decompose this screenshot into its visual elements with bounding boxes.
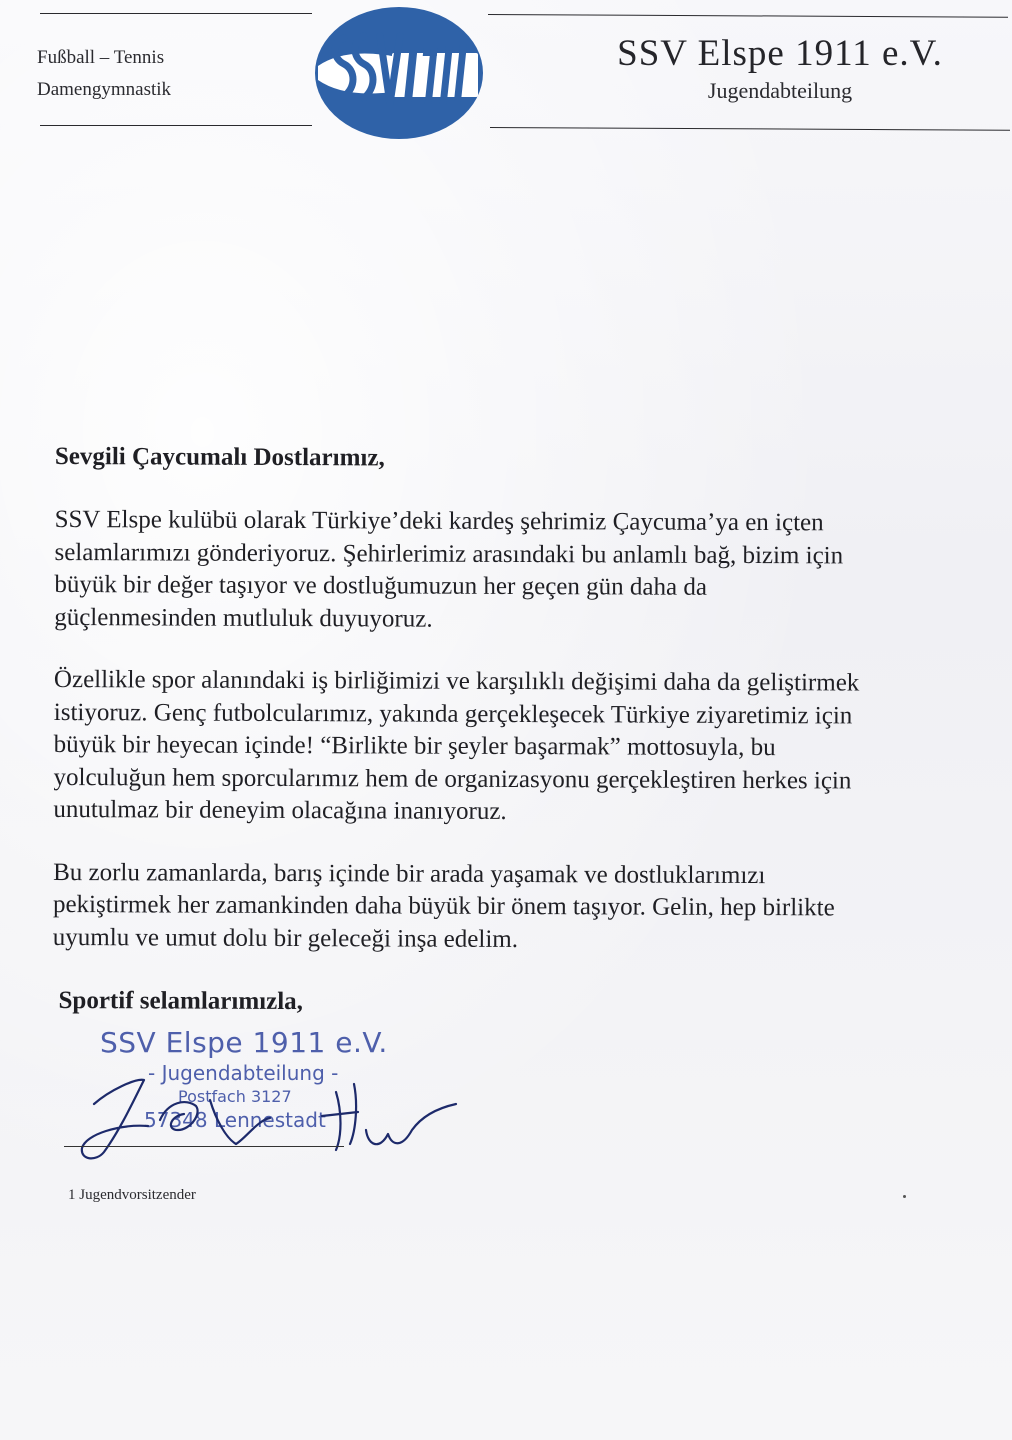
paragraph-1: SSV Elspe kulübü olarak Türkiye’deki kardeş şehrimiz Çaycuma’ya en içten selamlarımızı gönderiyoruz. Şehirlerimiz arasındaki bu anlamlı bağ, bizim için büyük bir değer taşıyor ve dostluğumuzun her geçen gün daha da güçlenmesinden mutluluk duyuyoruz. <box>54 505 844 633</box>
paper-speck <box>903 1195 906 1198</box>
handwritten-signature <box>60 1060 480 1170</box>
signer-title: 1 Jugendvorsitzender <box>68 1187 196 1203</box>
letter-body <box>52 440 965 1022</box>
stamp-city: 57348 Lennestadt <box>144 1108 326 1132</box>
sports-line-2: Damengymnastik <box>37 79 172 100</box>
club-department: Jugendabteilung <box>707 78 853 103</box>
closing: Sportif selamlarımızla, <box>58 987 304 1016</box>
sports-list <box>37 42 171 106</box>
club-name: SSV Elspe 1911 e.V. <box>617 33 943 74</box>
signature-line <box>64 1146 344 1147</box>
stamp-department: - Jugendabteilung - <box>148 1061 339 1085</box>
club-logo <box>314 6 484 140</box>
salutation: Sevgili Çaycumalı Dostlarımız, <box>54 442 385 472</box>
header-rule-right-bottom <box>490 127 1010 131</box>
header-rule-left-bottom <box>40 125 312 126</box>
stamp-postfach: Postfach 3127 <box>178 1087 292 1106</box>
header-rule-right-top <box>488 14 1008 18</box>
paragraph-2: Özellikle spor alanındaki iş birliğimizi ve karşılıklı değişimi daha da geliştirmek istiyoruz. Genç futbolcularımız, yakında gerçekleşecek Türkiye ziyaretimiz için büyük bir heyecan içinde! “Birlikte bir şeyler başarmak” mottosuyla, bu yolculuğun hem sporcularımız hem de organizasyonu gerçekleştiren herkes için unutulmaz bir deneyim olacağına inanıyoruz. <box>53 665 860 825</box>
header-rule-left-top <box>40 13 312 14</box>
stamp-club-name: SSV Elspe 1911 e.V. <box>100 1026 388 1059</box>
paragraph-3: Bu zorlu zamanlarda, barış içinde bir arada yaşamak ve dostluklarımızı pekiştirmek her zamankinden daha büyük bir önem taşıyor. Gelin, hep birlikte uyumlu ve umut dolu bir geleceği inşa edelim. <box>52 858 835 953</box>
sports-line-1: Fußball – Tennis <box>37 47 165 68</box>
